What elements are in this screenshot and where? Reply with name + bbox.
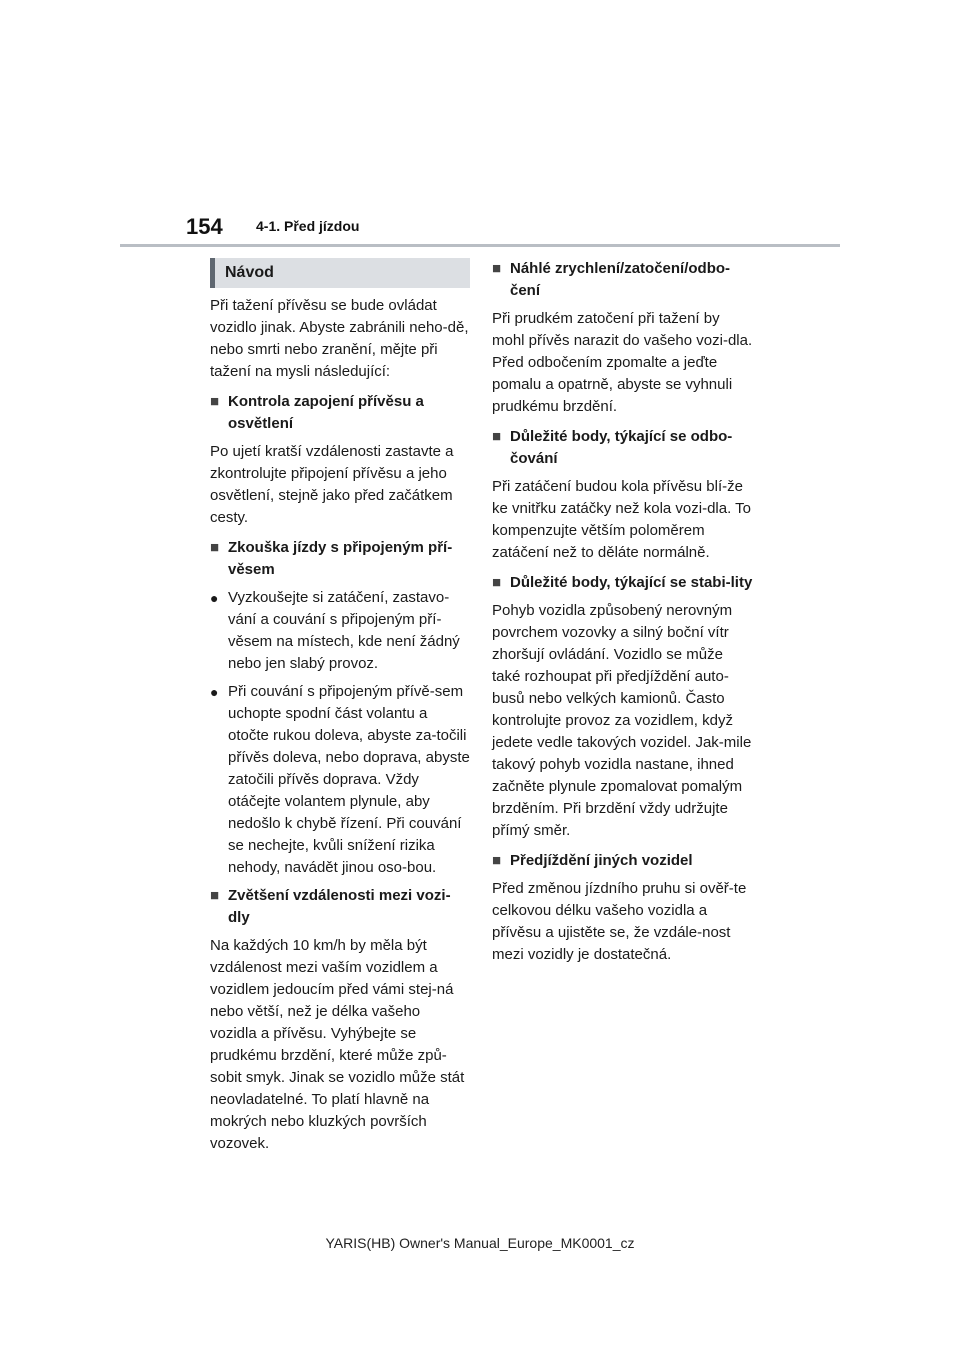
instruction-box-title: Návod <box>210 258 470 288</box>
heading-text: Důležité body, týkající se odbo-čování <box>510 428 733 467</box>
square-bullet-icon: ■ <box>210 393 220 410</box>
footer-manual-id: YARIS(HB) Owner's Manual_Europe_MK0001_cz <box>325 1235 635 1251</box>
section-title: 4-1. Před jízdou <box>256 218 360 234</box>
paragraph-stability: Pohyb vozidla způsobený nerovným povrchem vozovky a silný boční vítr zhoršují ovládání. Vozidlo se může také rozhoupat při předjíždění auto-busů nebo velkých kamionů. Často kontrolujte provoz za vozidlem, když jedete vedle takových vozidel. Jak-mile takový pohyb vozidla nastane, ihned začněte plynule zpomalovat pomalým brzděním. Při brzdění vždy udržujte přímý směr. <box>492 602 752 839</box>
heading-vehicle-distance <box>210 885 470 929</box>
heading-text: Náhlé zrychlení/zatočení/odbo-čení <box>510 260 731 299</box>
heading-test-drive <box>210 537 470 581</box>
square-bullet-icon: ■ <box>210 887 220 904</box>
bullet-text: Vyzkoušejte si zatáčení, zastavo-vání a couvání s připojeným pří-věsem na místech, kde není žádný nebo jen slabý provoz. <box>228 589 460 672</box>
heading-stability <box>492 572 754 594</box>
paragraph-trailer-connection: Po ujetí kratší vzdálenosti zastavte a zkontrolujte připojení přívěsu a jeho osvětlení, stejně jako před začátkem cesty. <box>210 443 454 526</box>
dot-bullet-icon: ● <box>210 684 219 700</box>
heading-sudden-maneuvers <box>492 258 754 302</box>
heading-text: Předjíždění jiných vozidel <box>510 852 693 869</box>
heading-turning <box>492 426 754 470</box>
paragraph-turning: Při zatáčení budou kola přívěsu blí-že ke vnitřku zatáčky než kola vozi-dla. To kompenzujte větším poloměrem zatáčení než to děláte normálně. <box>492 478 752 561</box>
square-bullet-icon: ■ <box>210 539 220 556</box>
heading-trailer-connection <box>210 391 470 435</box>
heading-text: Důležité body, týkající se stabi-lity <box>510 574 753 591</box>
heading-text: Zvětšení vzdálenosti mezi vozi-dly <box>228 887 451 926</box>
heading-text: Kontrola zapojení přívěsu a osvětlení <box>228 393 424 432</box>
paragraph-sudden-maneuvers: Při prudkém zatočení při tažení by mohl přívěs narazit do vašeho vozi-dla. Před odbočením zpomalte a jeďte pomalu a opatrně, abyste se vyhnuli prudkému brzdění. <box>492 310 753 415</box>
heading-overtaking <box>492 850 754 872</box>
left-column <box>210 258 470 1163</box>
square-bullet-icon: ■ <box>492 852 502 869</box>
intro-paragraph: Při tažení přívěsu se bude ovládat vozidlo jinak. Abyste zabránili neho-dě, nebo smrti nebo zranění, mějte při tažení na mysli následující: <box>210 297 469 380</box>
paragraph-vehicle-distance: Na každých 10 km/h by měla být vzdálenost mezi vaším vozidlem a vozidlem jedoucím před vámi stej-ná nebo větší, než je délka vašeho vozidla a přívěsu. Vyhýbejte se prudkému brzdění, které může způ-sobit smyk. Jinak se vozidlo může stát neovladatelné. To platí hlavně na mokrých nebo kluzkých površích vozovek. <box>210 937 465 1152</box>
dot-bullet-icon: ● <box>210 590 219 606</box>
bullet-text: Při couvání s připojeným přívě-sem uchopte spodní část volantu a otočte rukou doleva, abyste za-točili přívěs doleva, nebo doprava, abyste zatočili přívěs doprava. Vždy otáčejte volantem plynule, aby nedošlo k chybě řízení. Při couvání se nechejte, kvůli snížení rizika nehody, navádět jinou oso-bou. <box>228 683 470 876</box>
square-bullet-icon: ■ <box>492 260 502 277</box>
bullet-item <box>210 681 470 879</box>
right-column <box>492 258 754 974</box>
header-divider <box>120 244 840 247</box>
page-number: 154 <box>186 214 223 239</box>
square-bullet-icon: ■ <box>492 428 502 445</box>
square-bullet-icon: ■ <box>492 574 502 591</box>
bullet-item <box>210 587 470 675</box>
paragraph-overtaking: Před změnou jízdního pruhu si ověř-te celkovou délku vašeho vozidla a přívěsu a ujistěte se, že vzdále-nost mezi vozidly je dostatečná. <box>492 880 747 963</box>
heading-text: Zkouška jízdy s připojeným pří-věsem <box>228 539 453 578</box>
